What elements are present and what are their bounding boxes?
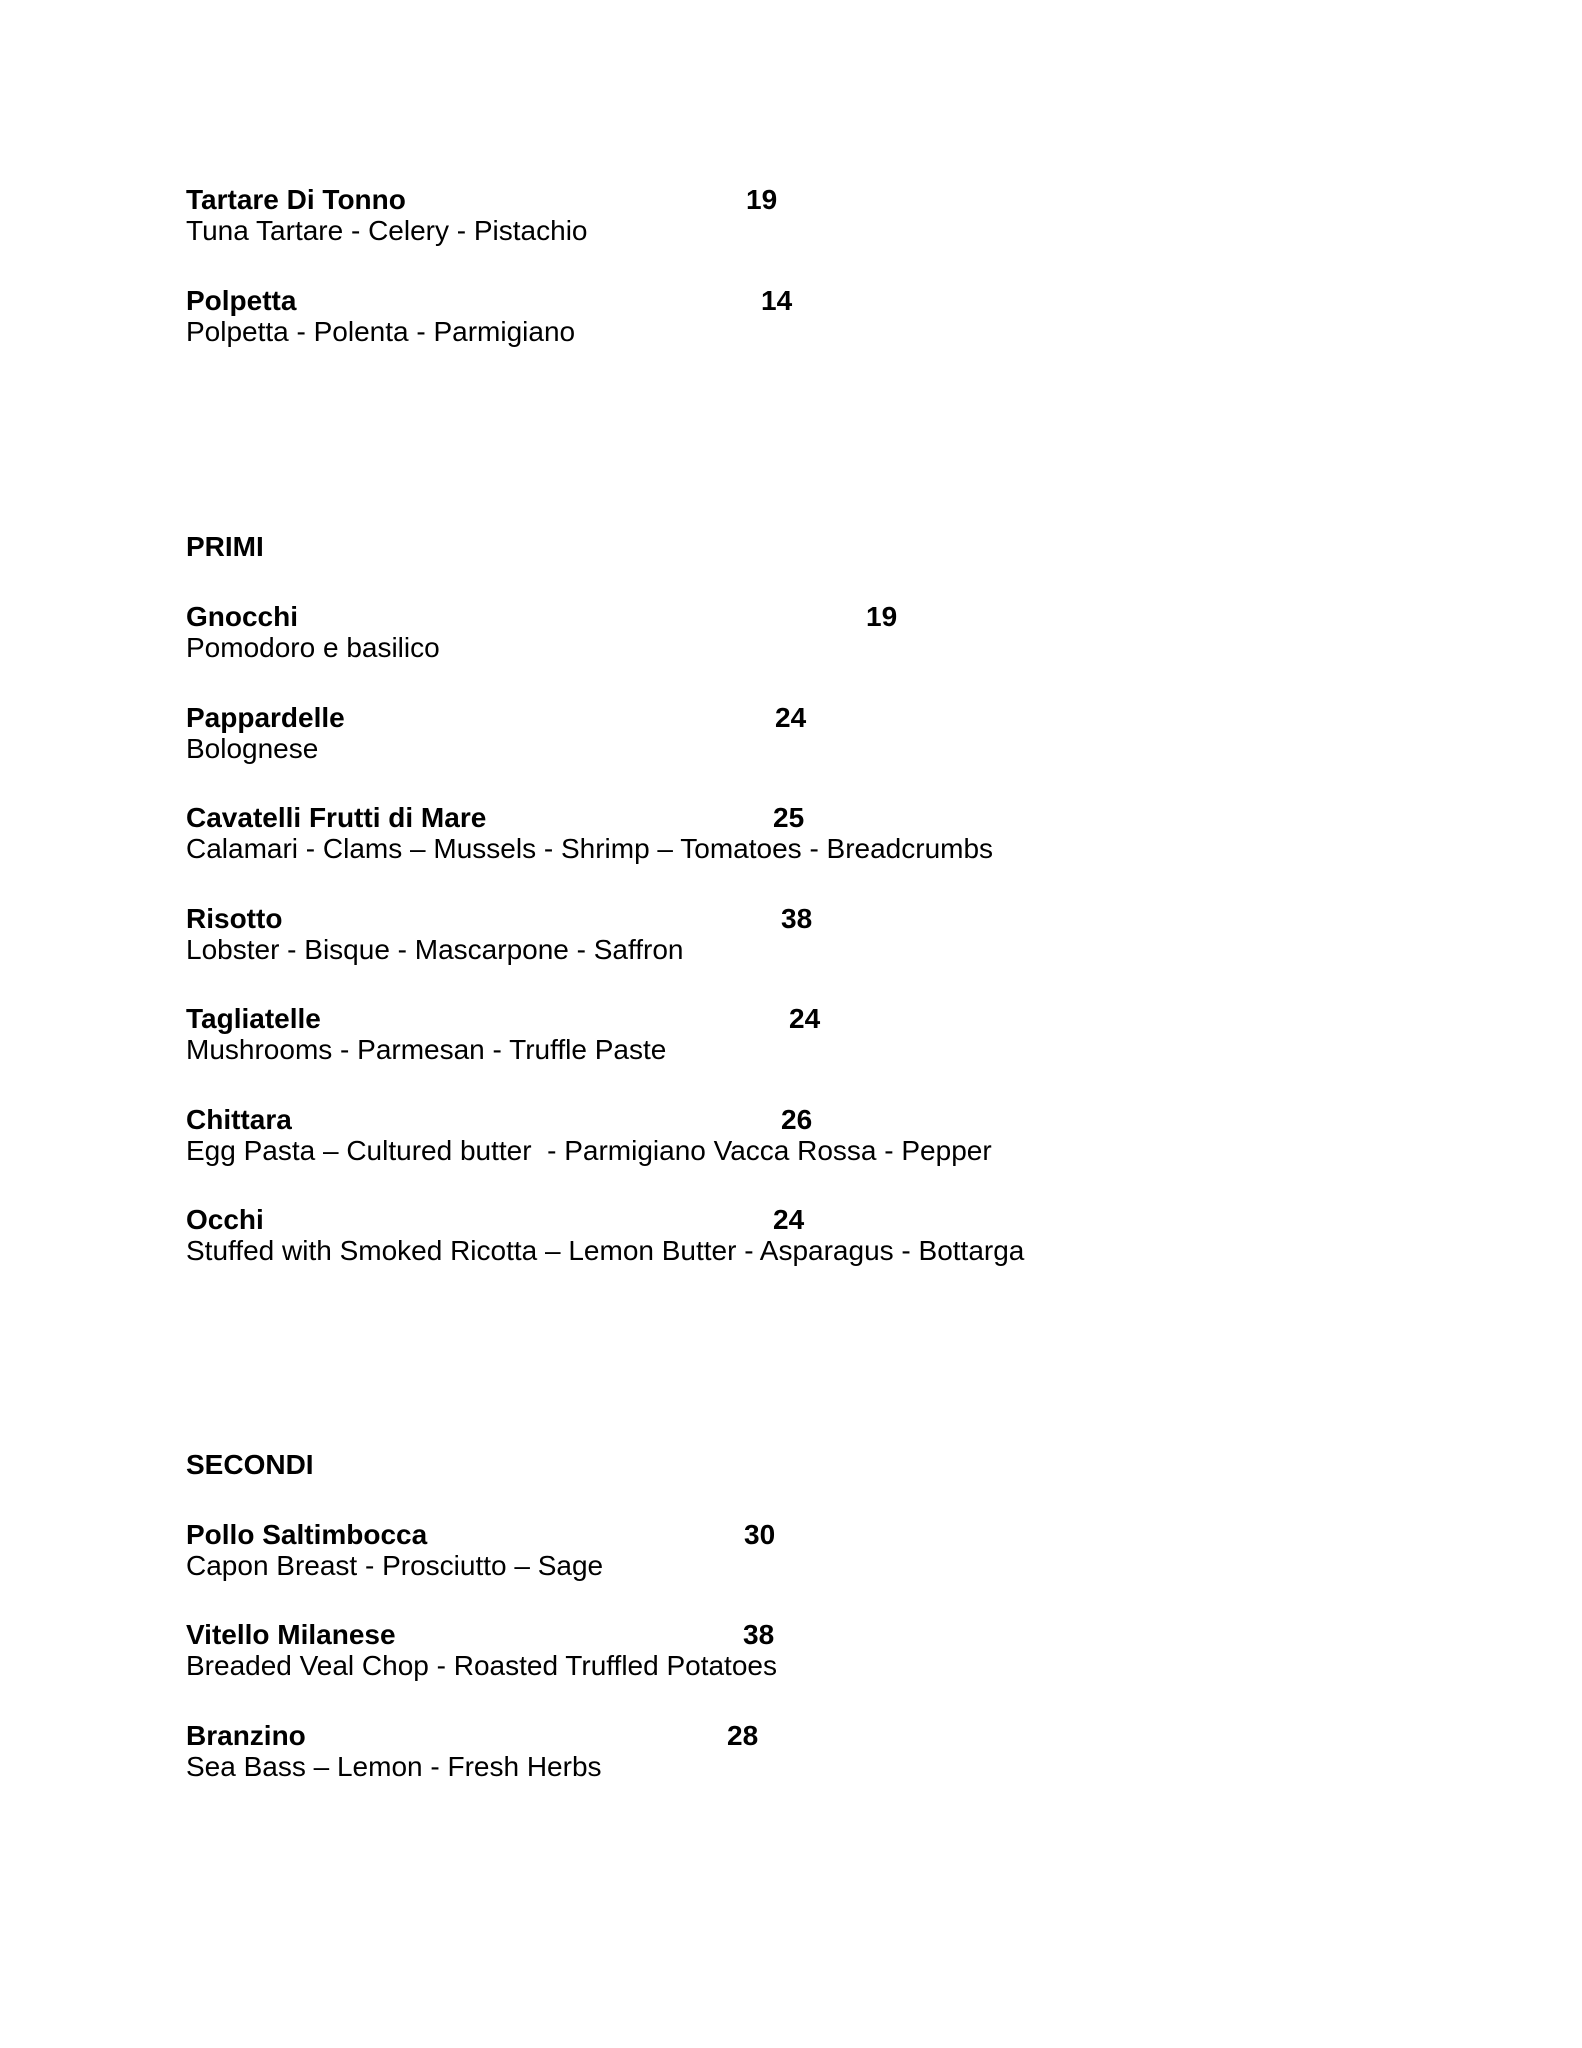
item-name: Risotto xyxy=(186,903,283,934)
menu-item-gnocchi xyxy=(186,601,1386,671)
item-description: Stuffed with Smoked Ricotta – Lemon Butter - Asparagus - Bottarga xyxy=(186,1235,1025,1266)
item-name: Gnocchi xyxy=(186,601,299,632)
item-price: 24 xyxy=(789,1003,821,1034)
item-name: Pappardelle xyxy=(186,702,345,733)
item-description: Breaded Veal Chop - Roasted Truffled Potatoes xyxy=(186,1650,777,1681)
section-title-secondi: SECONDI xyxy=(186,1449,314,1480)
item-name: Branzino xyxy=(186,1720,306,1751)
item-description: Pomodoro e basilico xyxy=(186,632,440,663)
item-price: 28 xyxy=(727,1720,759,1751)
menu-item-chittara xyxy=(186,1104,1386,1174)
item-name: Tartare Di Tonno xyxy=(186,184,406,215)
item-name: Tagliatelle xyxy=(186,1003,321,1034)
item-description: Calamari - Clams – Mussels - Shrimp – Tomatoes - Breadcrumbs xyxy=(186,833,994,864)
menu-item-branzino xyxy=(186,1720,1386,1790)
menu-item-vitello-milanese xyxy=(186,1619,1386,1689)
menu-item-tagliatelle xyxy=(186,1003,1386,1073)
item-description: Egg Pasta – Cultured butter - Parmigiano Vacca Rossa - Pepper xyxy=(186,1135,992,1166)
menu-item-cavatelli-frutti-di-mare xyxy=(186,802,1386,872)
item-price: 25 xyxy=(773,802,805,833)
item-price: 38 xyxy=(781,903,813,934)
section-title-primi: PRIMI xyxy=(186,531,264,562)
menu-item-pollo-saltimbocca xyxy=(186,1519,1386,1589)
item-price: 19 xyxy=(746,184,778,215)
item-name: Occhi xyxy=(186,1204,264,1235)
item-price: 30 xyxy=(744,1519,776,1550)
item-name: Cavatelli Frutti di Mare xyxy=(186,802,487,833)
item-description: Lobster - Bisque - Mascarpone - Saffron xyxy=(186,934,684,965)
item-price: 38 xyxy=(743,1619,775,1650)
menu-item-pappardelle xyxy=(186,702,1386,772)
item-name: Pollo Saltimbocca xyxy=(186,1519,428,1550)
menu-item-occhi xyxy=(186,1204,1386,1274)
item-description: Sea Bass – Lemon - Fresh Herbs xyxy=(186,1751,602,1782)
item-price: 24 xyxy=(773,1204,805,1235)
item-description: Bolognese xyxy=(186,733,319,764)
item-price: 14 xyxy=(761,285,793,316)
item-price: 24 xyxy=(775,702,807,733)
menu-item-polpetta xyxy=(186,285,1386,355)
menu-item-tartare-di-tonno xyxy=(186,184,1386,254)
item-description: Capon Breast - Prosciutto – Sage xyxy=(186,1550,604,1581)
item-name: Vitello Milanese xyxy=(186,1619,396,1650)
menu-item-risotto xyxy=(186,903,1386,973)
item-description: Polpetta - Polenta - Parmigiano xyxy=(186,316,576,347)
item-name: Polpetta xyxy=(186,285,297,316)
item-description: Mushrooms - Parmesan - Truffle Paste xyxy=(186,1034,667,1065)
item-price: 26 xyxy=(781,1104,813,1135)
item-price: 19 xyxy=(866,601,898,632)
item-name: Chittara xyxy=(186,1104,292,1135)
item-description: Tuna Tartare - Celery - Pistachio xyxy=(186,215,588,246)
